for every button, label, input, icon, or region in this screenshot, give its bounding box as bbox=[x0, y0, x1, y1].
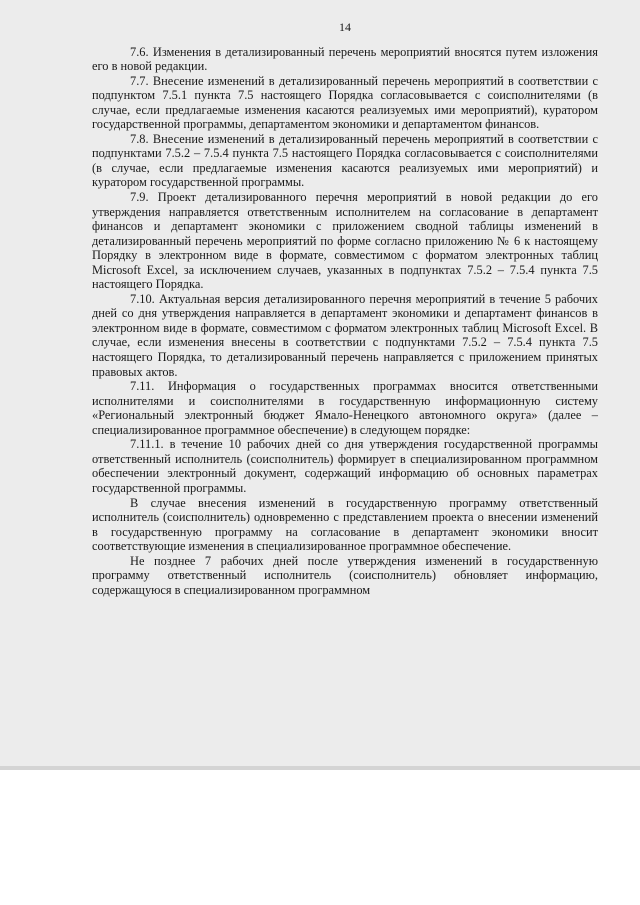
paragraph-changes: В случае внесения изменений в государственную программу ответственный исполнитель (соисполнитель) одновременно с представлением проекта о внесении изменений в государственную программу на согласование в департамент экономики вносит соответствующие изменения в специализированное программное обеспечение. bbox=[92, 495, 598, 554]
paragraph-7-8: 7.8. Внесение изменений в детализированный перечень мероприятий в соответствии с подпунктами 7.5.2 – 7.5.4 пункта 7.5 настоящего Порядка согласовывается с соисполнителями (в случае, если предлагаемые изменения касаются реализуемых ими мероприятий) и куратором государственной программы. bbox=[92, 131, 598, 190]
paragraph-deadline: Не позднее 7 рабочих дней после утверждения изменений в государственную программу ответственный исполнитель (соисполнитель) обновляет информацию, содержащуюся в специализированном программном bbox=[92, 553, 598, 597]
paragraph-7-10: 7.10. Актуальная версия детализированного перечня мероприятий в течение 5 рабочих дней со дня утверждения направляется в департамент экономики и департамент финансов в электронном виде в формате, совместимом с форматом электронных таблиц Microsoft Excel. В случае, если изменения внесены в соответствии с подпунктами 7.5.2 – 7.5.4 пункта 7.5 настоящего Порядка, то детализированный перечень направляется с приложением принятых правовых актов. bbox=[92, 291, 598, 379]
scan-edge bbox=[0, 766, 640, 770]
paragraph-7-11-1: 7.11.1. в течение 10 рабочих дней со дня утверждения государственной программы ответственный исполнитель (соисполнитель) формирует в специализированном программном обеспечении электронный документ, содержащий информацию об основных параметрах государственной программы. bbox=[92, 437, 598, 495]
paragraph-7-9: 7.9. Проект детализированного перечня мероприятий в новой редакции до его утверждения направляется ответственным исполнителем на согласование в департамент финансов и департамент экономики с приложением сводной таблицы изменений в детализированный перечень мероприятий по форме согласно приложению № 6 к настоящему Порядку в электронном виде в формате, совместимом с форматом электронных таблиц Microsoft Excel, за исключением случаев, указанных в подпунктах 7.5.2 – 7.5.4 пункта 7.5 настоящего Порядка. bbox=[92, 190, 598, 292]
paragraph-7-6: 7.6. Изменения в детализированный перечень мероприятий вносятся путем изложения его в новой редакции. bbox=[92, 44, 598, 74]
paragraph-7-7: 7.7. Внесение изменений в детализированный перечень мероприятий в соответствии с подпунктом 7.5.1 пункта 7.5 настоящего Порядка согласовывается с соисполнителями (в случае, если предлагаемые изменения касаются реализуемых ими мероприятий), куратором государственной программы, департаментом экономики и департаментом финансов. bbox=[92, 73, 598, 132]
paragraph-7-11: 7.11. Информация о государственных программах вносится ответственными исполнителями и соисполнителями в государственную информационную систему «Региональный электронный бюджет Ямало-Ненецкого автономного округа» (далее – специализированное программное обеспечение) в следующем порядке: bbox=[92, 379, 598, 437]
document-body bbox=[92, 20, 598, 597]
page-number: 14 bbox=[339, 20, 351, 34]
